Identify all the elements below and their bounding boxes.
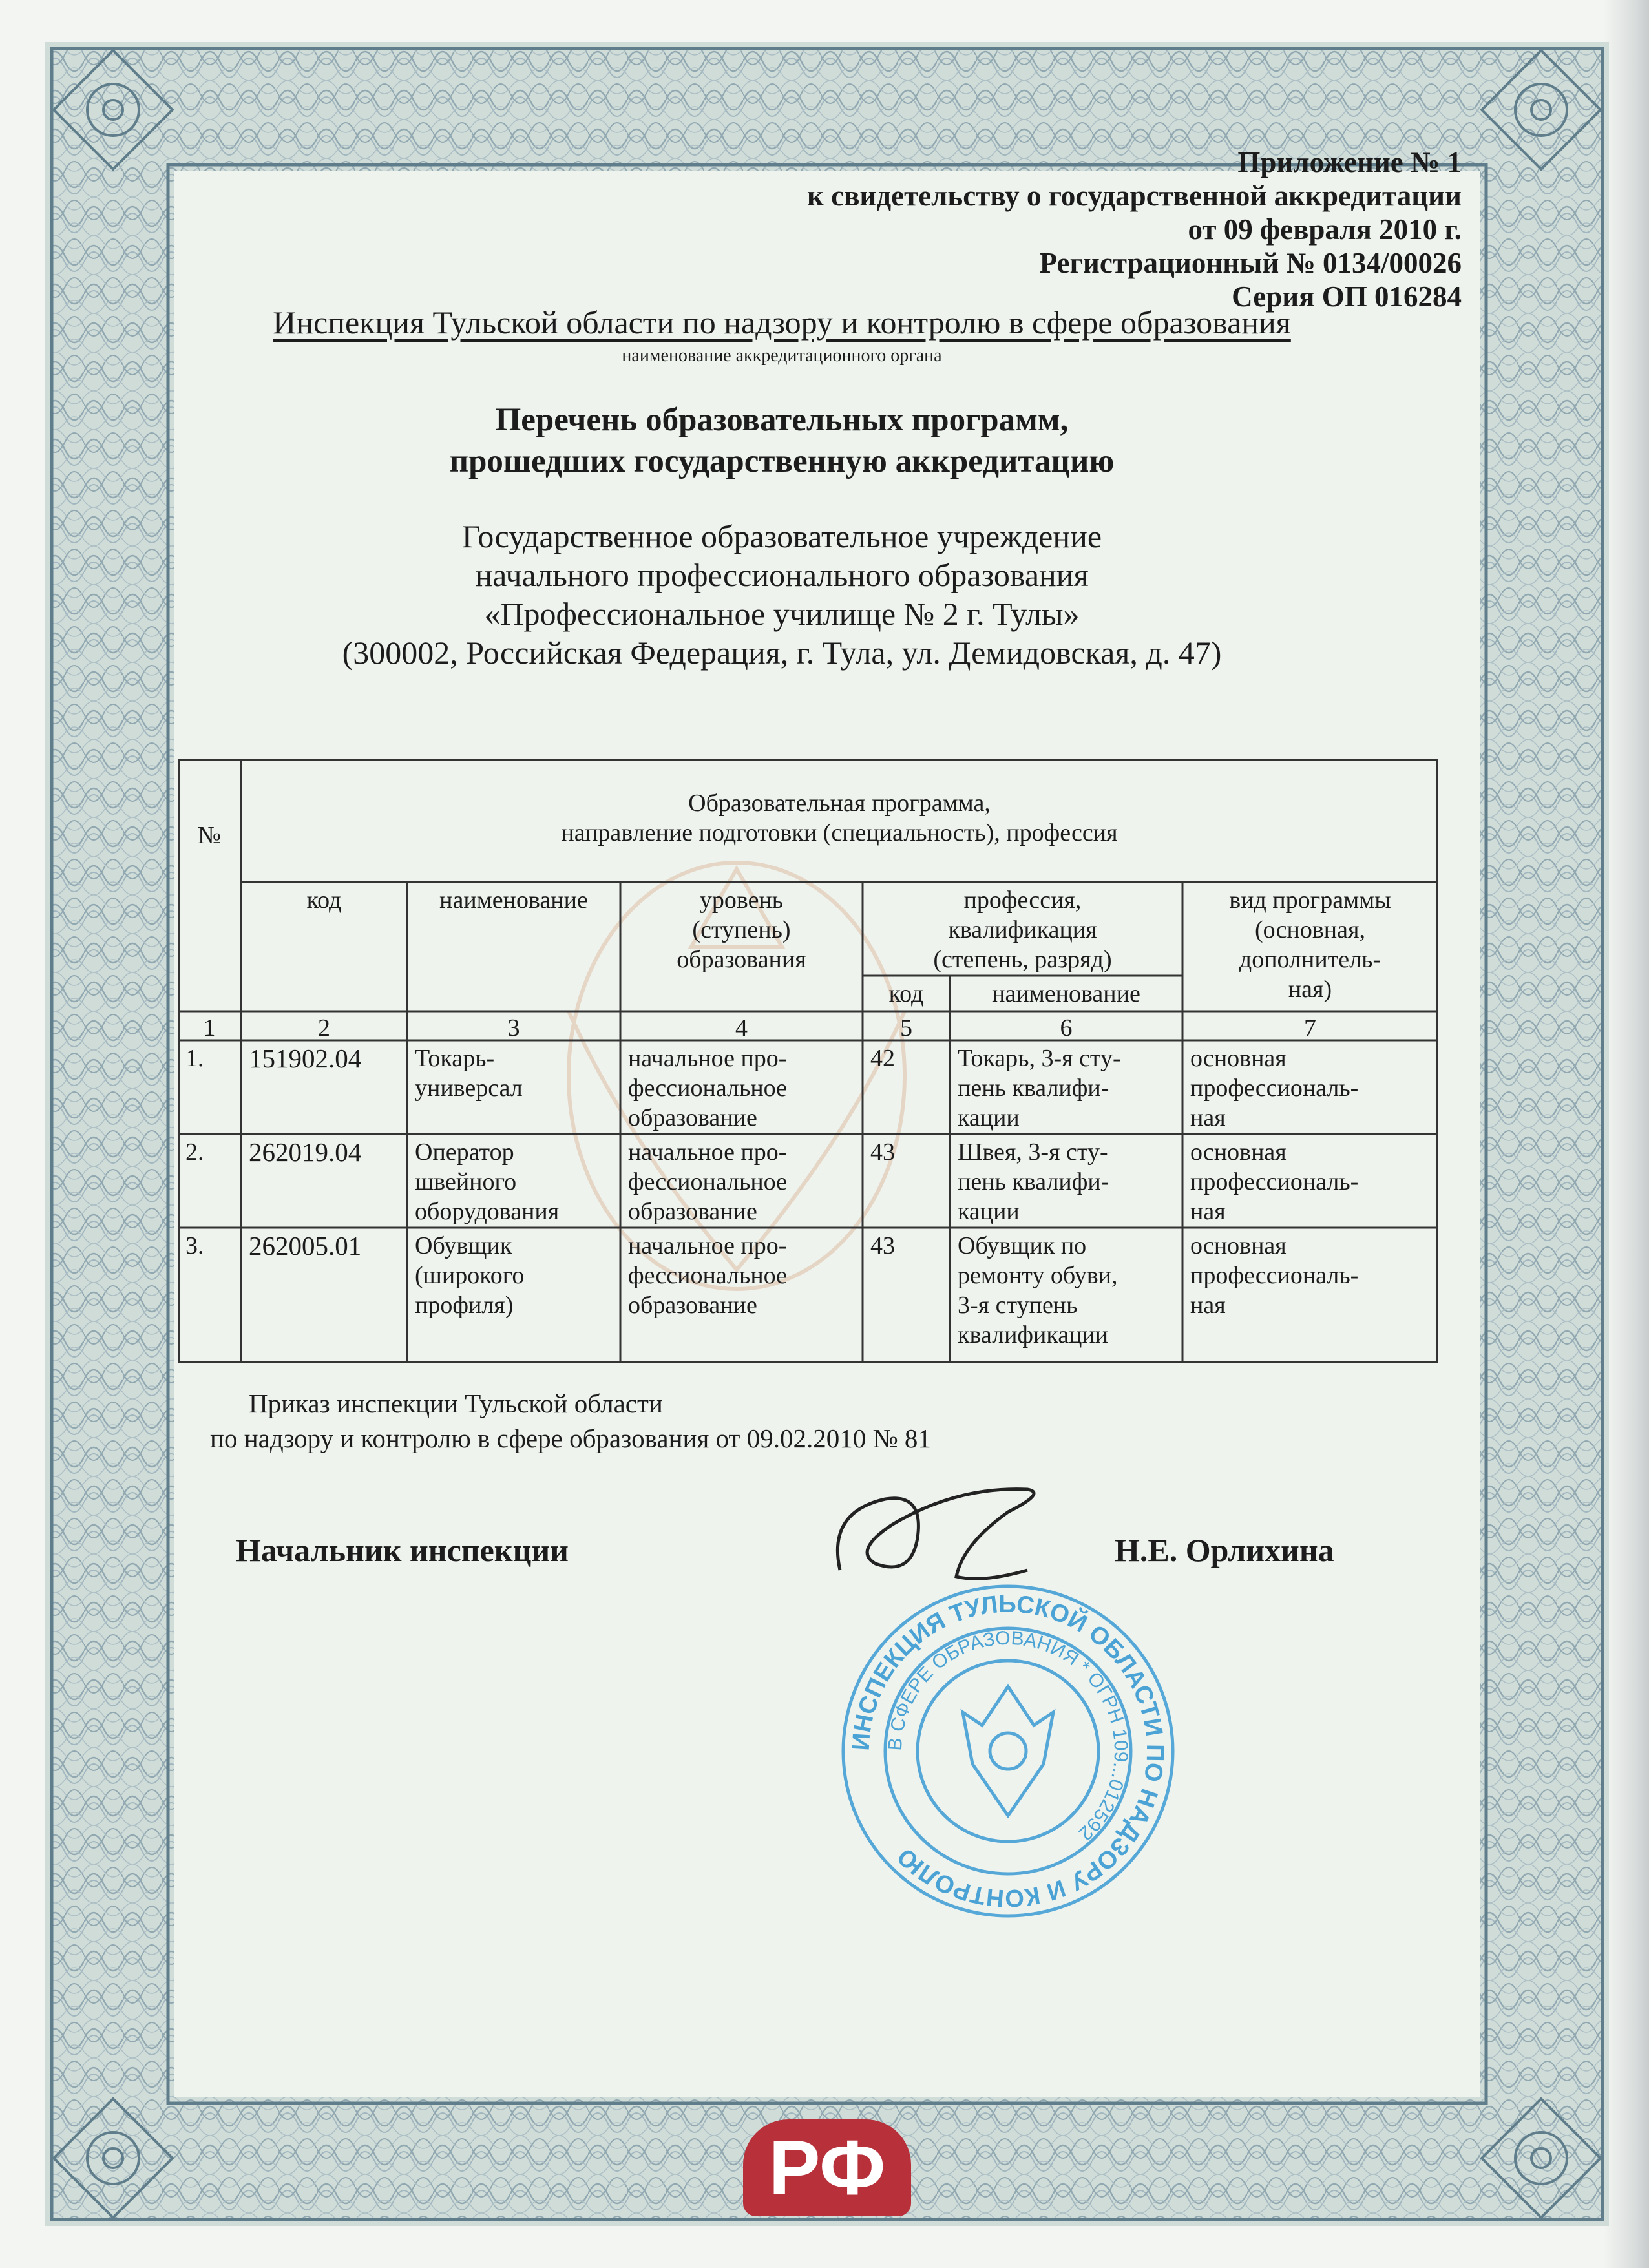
table-cell-no: 2. xyxy=(185,1139,204,1166)
seal-outer-text: ИНСПЕКЦИЯ ТУЛЬСКОЙ ОБЛАСТИ ПО НАДЗОРУ И КОНТРОЛЮ xyxy=(847,1590,1169,1912)
official-seal xyxy=(834,1577,1182,1926)
column-number-1: 1 xyxy=(203,1014,216,1042)
seal-inner-text: В СФЕРЕ ОБРАЗОВАНИЯ * ОГРН 109...012592 xyxy=(884,1627,1132,1845)
header-number: № xyxy=(197,822,222,849)
header-program xyxy=(241,788,1438,848)
table-cell-qcode: 43 xyxy=(870,1232,895,1259)
signatory-position: Начальник инспекции xyxy=(236,1532,569,1568)
order-line-1: Приказ инспекции Тульской области xyxy=(249,1389,663,1418)
table-cell-no: 3. xyxy=(185,1232,204,1259)
signatory-name: Н.Е. Орлихина xyxy=(1115,1532,1334,1568)
institution-line-2: начального профессионального образования xyxy=(475,557,1089,593)
order-line-2: по надзору и контролю в сфере образования от 09.02.2010 № 81 xyxy=(210,1423,931,1453)
institution-line-3: «Профессиональное училище № 2 г. Тулы» xyxy=(484,596,1080,632)
authority-name: Инспекция Тульской области по надзору и контролю в сфере образования xyxy=(273,304,1291,341)
header-name: наименование xyxy=(439,887,588,914)
header-code: код xyxy=(306,887,342,914)
table-cell-qname: Токарь, 3-я сту- пень квалифи- кации xyxy=(958,1045,1121,1131)
table-cell-name: Оператор швейного оборудования xyxy=(415,1139,560,1225)
accreditation-authority xyxy=(129,304,1434,341)
header-profession: профессия, квалификация (степень, разряд) xyxy=(933,887,1112,973)
table-cell-code: 151902.04 xyxy=(249,1044,362,1073)
table-cell-type: основная профессиональ- ная xyxy=(1190,1139,1359,1225)
appendix-line-1: Приложение № 1 xyxy=(1237,146,1462,178)
table-cell-code: 262019.04 xyxy=(249,1137,362,1167)
scan-edge xyxy=(1604,0,1649,2268)
header-profession-name: наименование xyxy=(992,980,1140,1007)
table-cell-qcode: 42 xyxy=(870,1045,895,1072)
table-cell-type: основная профессиональ- ная xyxy=(1190,1232,1359,1319)
table-cell-qcode: 43 xyxy=(870,1139,895,1166)
institution-block xyxy=(129,517,1434,672)
title-line-2: прошедших государственную аккредитацию xyxy=(449,443,1115,479)
institution-address: (300002, Российская Федерация, г. Тула, ул. Демидовская, д. 47) xyxy=(342,635,1222,671)
appendix-line-2: к свидетельству о государственной аккредитации xyxy=(806,180,1462,212)
header-program-type: вид программы (основная, дополнитель- ная) xyxy=(1229,887,1391,1003)
column-number-5: 5 xyxy=(900,1014,912,1042)
header-program-line-2: направление подготовки (специальность), профессия xyxy=(561,819,1118,846)
emblem-rf xyxy=(743,2119,911,2216)
column-number-6: 6 xyxy=(1060,1014,1073,1042)
emblem-label: РФ xyxy=(768,2125,886,2211)
document-title xyxy=(129,399,1434,482)
table-cell-name: Обувщик (широкого профиля) xyxy=(415,1232,525,1319)
table-cell-code: 262005.01 xyxy=(249,1231,362,1261)
header-level: уровень (ступень) образования xyxy=(677,887,806,973)
table-cell-name: Токарь- универсал xyxy=(415,1045,523,1102)
table-cell-no: 1. xyxy=(185,1045,204,1072)
table-cell-qname: Обувщик по ремонту обуви, 3-я ступень квалификации xyxy=(958,1232,1118,1349)
column-number-2: 2 xyxy=(318,1014,330,1042)
institution-line-1: Государственное образовательное учреждение xyxy=(461,518,1102,554)
title-line-1: Перечень образовательных программ, xyxy=(495,402,1069,438)
table-cell-level: начальное про- фессиональное образование xyxy=(628,1045,787,1131)
table-cell-qname: Швея, 3-я сту- пень квалифи- кации xyxy=(958,1139,1109,1225)
authority-caption: наименование аккредитационного органа xyxy=(622,346,942,366)
table-cell-level: начальное про- фессиональное образование xyxy=(628,1139,787,1225)
appendix-line-4: Регистрационный № 0134/00026 xyxy=(1039,247,1462,279)
table-cell-type: основная профессиональ- ная xyxy=(1190,1045,1359,1131)
header-profession-code: код xyxy=(888,980,924,1007)
column-number-3: 3 xyxy=(507,1014,520,1042)
appendix-line-3: от 09 февраля 2010 г. xyxy=(1188,213,1462,246)
column-number-4: 4 xyxy=(735,1014,748,1042)
header-program-line-1: Образовательная программа, xyxy=(688,790,991,817)
table-cell-level: начальное про- фессиональное образование xyxy=(628,1232,787,1319)
appendix-line-5: Серия ОП 016284 xyxy=(1232,280,1462,313)
column-number-7: 7 xyxy=(1304,1014,1316,1042)
